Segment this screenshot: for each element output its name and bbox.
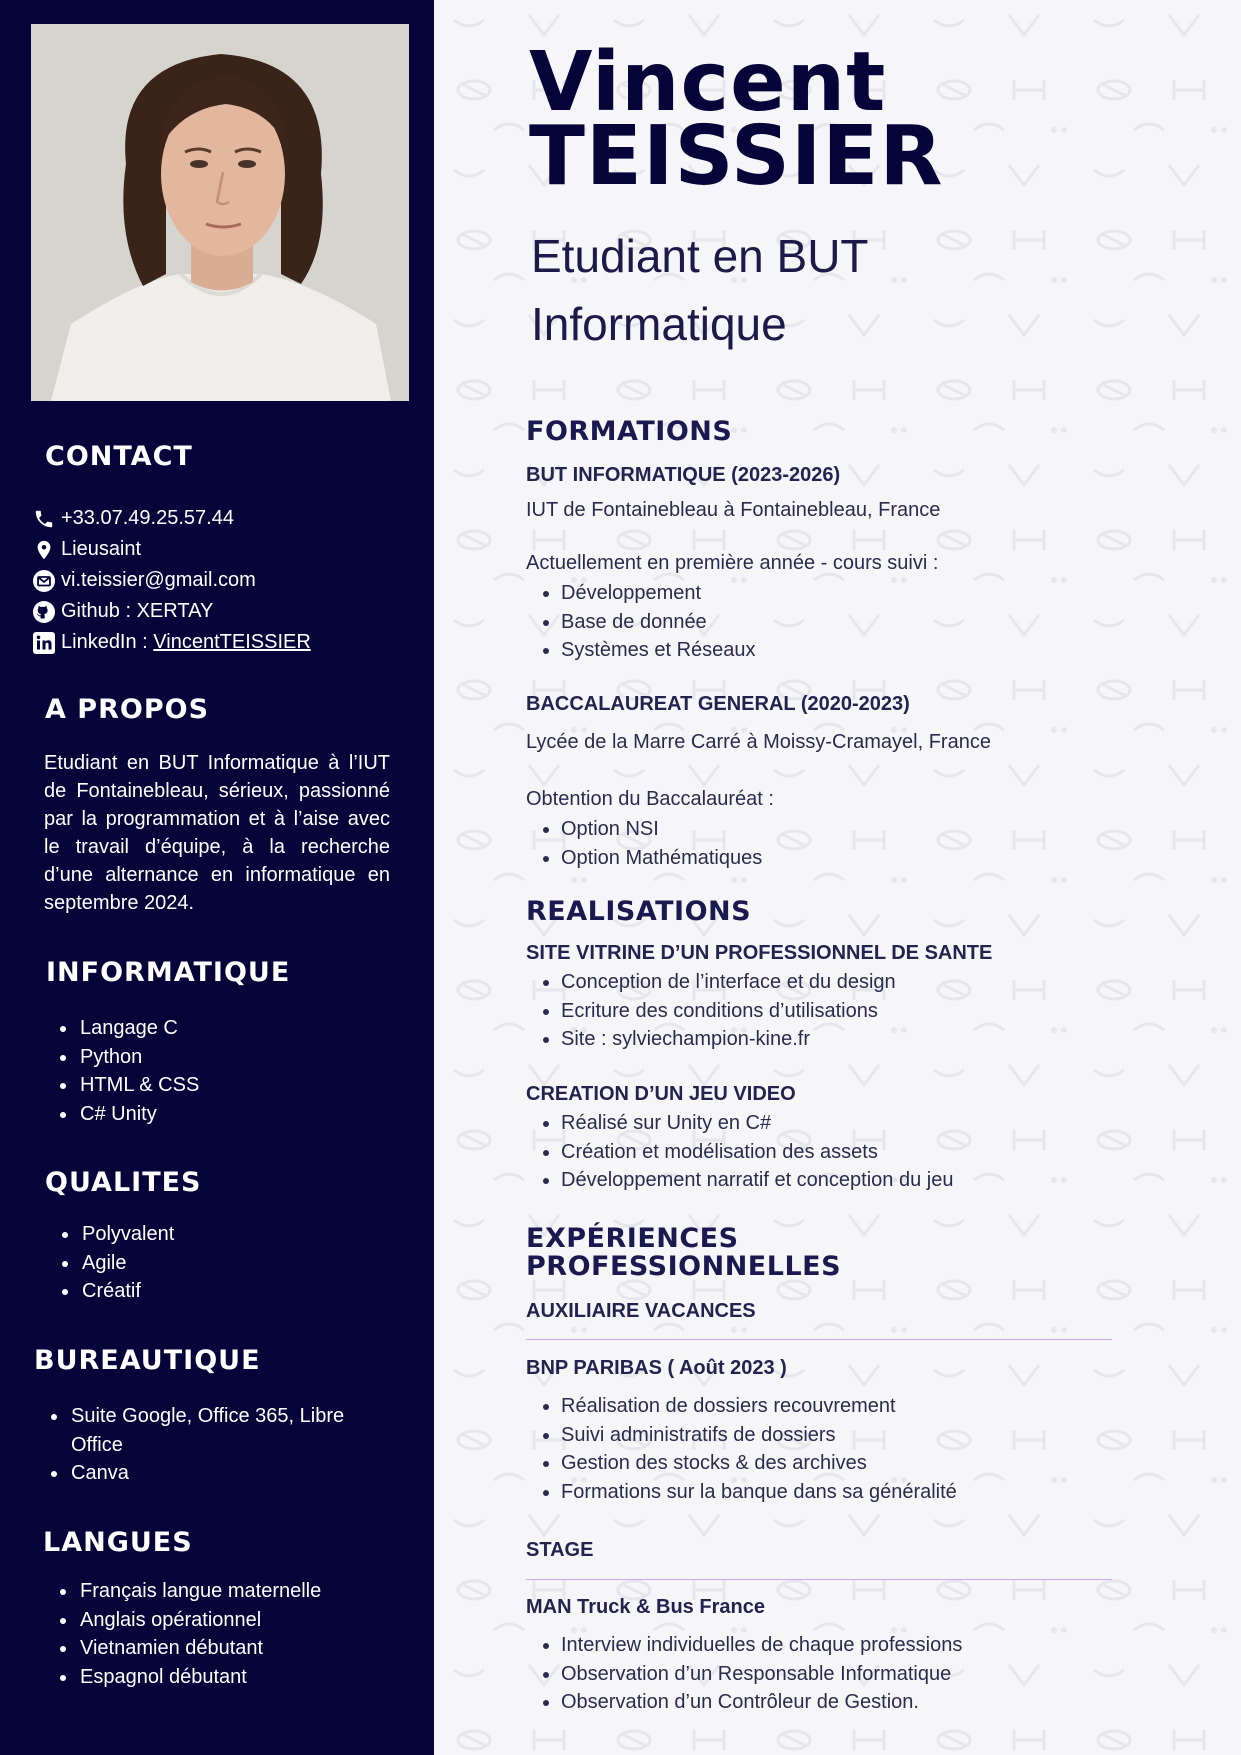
list-item: • Créatif (80, 1277, 174, 1306)
contact-linkedin (31, 627, 311, 658)
contact-github (31, 596, 311, 627)
list-item: • Canva (69, 1459, 399, 1488)
informatique-heading: INFORMATIQUE (46, 957, 291, 988)
list-item: • Anglais opérationnel (78, 1606, 321, 1635)
list-item: • Suivi administratifs de dossiers (561, 1421, 957, 1450)
list-item: • Site : sylviechampion-kine.fr (561, 1025, 896, 1054)
list-item: • Réalisation de dossiers recouvrement (561, 1392, 957, 1421)
list-item: • Suite Google, Office 365, Libre Office (69, 1402, 399, 1459)
but-courses-list (526, 579, 756, 665)
list-item: • Français langue maternelle (78, 1577, 321, 1606)
phone-icon (31, 506, 57, 532)
bac-place: Lycée de la Marre Carré à Moissy-Cramayel, France (526, 731, 991, 753)
langues-heading: LANGUES (43, 1527, 193, 1558)
qualites-list (46, 1220, 174, 1306)
bac-intro: Obtention du Baccalauréat : (526, 788, 774, 810)
contact-heading: CONTACT (45, 441, 193, 472)
contact-linkedin-prefix: LinkedIn : (61, 631, 154, 653)
job-title-line-1: Etudiant en BUT (531, 230, 869, 282)
contact-phone (31, 503, 311, 534)
contact-location-text: Lieusaint (61, 538, 142, 560)
job2-employer: MAN Truck & Bus France (526, 1596, 765, 1618)
sidebar (0, 0, 434, 1755)
list-item: • Interview individuelles de chaque professions (561, 1631, 962, 1660)
realisations-heading: REALISATIONS (526, 896, 752, 927)
list-item: • Agile (80, 1249, 174, 1278)
job-title-line-2: Informatique (531, 298, 787, 350)
list-item: • Base de donnée (561, 608, 756, 637)
job-title (531, 222, 951, 358)
list-item: • Python (78, 1043, 199, 1072)
location-pin-icon (31, 537, 57, 563)
list-item: • Option Mathématiques (561, 844, 762, 873)
contact-location (31, 534, 311, 565)
job2-tasks-list (526, 1631, 962, 1717)
experiences-heading (526, 1225, 841, 1281)
list-item: • Gestion des stocks & des archives (561, 1449, 957, 1478)
experiences-heading-line-1: EXPÉRIENCES (526, 1223, 739, 1254)
bureautique-list (35, 1402, 399, 1488)
list-item: • Espagnol débutant (78, 1663, 321, 1692)
langues-list (44, 1577, 321, 1691)
bureautique-heading: BUREAUTIQUE (34, 1345, 261, 1376)
bac-options-list (526, 815, 762, 872)
list-item: • Ecriture des conditions d’utilisations (561, 997, 896, 1026)
main-content (434, 0, 1241, 1755)
job1-employer: BNP PARIBAS ( Août 2023 ) (526, 1357, 787, 1379)
jeu-title: CREATION D’UN JEU VIDEO (526, 1083, 796, 1105)
experiences-heading-line-2: PROFESSIONNELLES (526, 1251, 842, 1282)
contact-email-text[interactable]: vi.teissier@gmail.com (61, 569, 256, 591)
linkedin-link[interactable]: VincentTEISSIER (153, 631, 311, 653)
list-item: • Développement narratif et conception du jeu (561, 1166, 953, 1195)
list-item: • Observation d’un Contrôleur de Gestion. (561, 1688, 962, 1717)
contact-phone-text: +33.07.49.25.57.44 (61, 507, 234, 529)
site-title: SITE VITRINE D’UN PROFESSIONNEL DE SANTE (526, 942, 993, 964)
jeu-list (526, 1109, 953, 1195)
informatique-list (44, 1014, 199, 1128)
contact-github-text: Github : XERTAY (61, 600, 214, 622)
list-item: • Vietnamien débutant (78, 1634, 321, 1663)
linkedin-icon (31, 630, 57, 656)
contact-list (31, 503, 311, 658)
github-icon (31, 599, 57, 625)
email-icon (31, 568, 57, 594)
site-list (526, 968, 896, 1054)
list-item: • Observation d’un Responsable Informatique (561, 1660, 962, 1689)
last-name: TEISSIER (529, 109, 944, 204)
list-item: • Formations sur la banque dans sa généralité (561, 1478, 957, 1507)
list-item: • Conception de l’interface et du design (561, 968, 896, 997)
list-item: • Réalisé sur Unity en C# (561, 1109, 953, 1138)
divider (526, 1339, 1112, 1340)
list-item: • HTML & CSS (78, 1071, 199, 1100)
qualites-heading: QUALITES (45, 1167, 202, 1198)
contact-email (31, 565, 311, 596)
job2-category: STAGE (526, 1539, 594, 1561)
list-item: • Création et modélisation des assets (561, 1138, 953, 1167)
but-intro: Actuellement en première année - cours suivi : (526, 552, 939, 574)
list-item: • Développement (561, 579, 756, 608)
list-item: • Option NSI (561, 815, 762, 844)
list-item: • C# Unity (78, 1100, 199, 1129)
profile-photo (31, 24, 409, 401)
job1-tasks-list (526, 1392, 957, 1506)
list-item: • Langage C (78, 1014, 199, 1043)
but-place: IUT de Fontainebleau à Fontainebleau, France (526, 499, 941, 521)
about-text: Etudiant en BUT Informatique à l’IUT de Fontainebleau, sérieux, passionné par la programmation et à l’aise avec le travail d’équipe, à la recherche d’une alternance en informatique en septembre 2024. (44, 752, 390, 914)
profile-photo-illustration (31, 24, 409, 401)
divider (526, 1579, 1112, 1580)
bac-title: BACCALAUREAT GENERAL (2020-2023) (526, 693, 910, 715)
first-name: Vincent (529, 35, 887, 130)
list-item: • Polyvalent (80, 1220, 174, 1249)
person-name (529, 35, 944, 204)
about-heading: A PROPOS (45, 694, 210, 725)
formations-heading: FORMATIONS (526, 416, 733, 447)
but-title: BUT INFORMATIQUE (2023-2026) (526, 464, 841, 486)
job1-category: AUXILIAIRE VACANCES (526, 1300, 756, 1322)
list-item: • Systèmes et Réseaux (561, 636, 756, 665)
